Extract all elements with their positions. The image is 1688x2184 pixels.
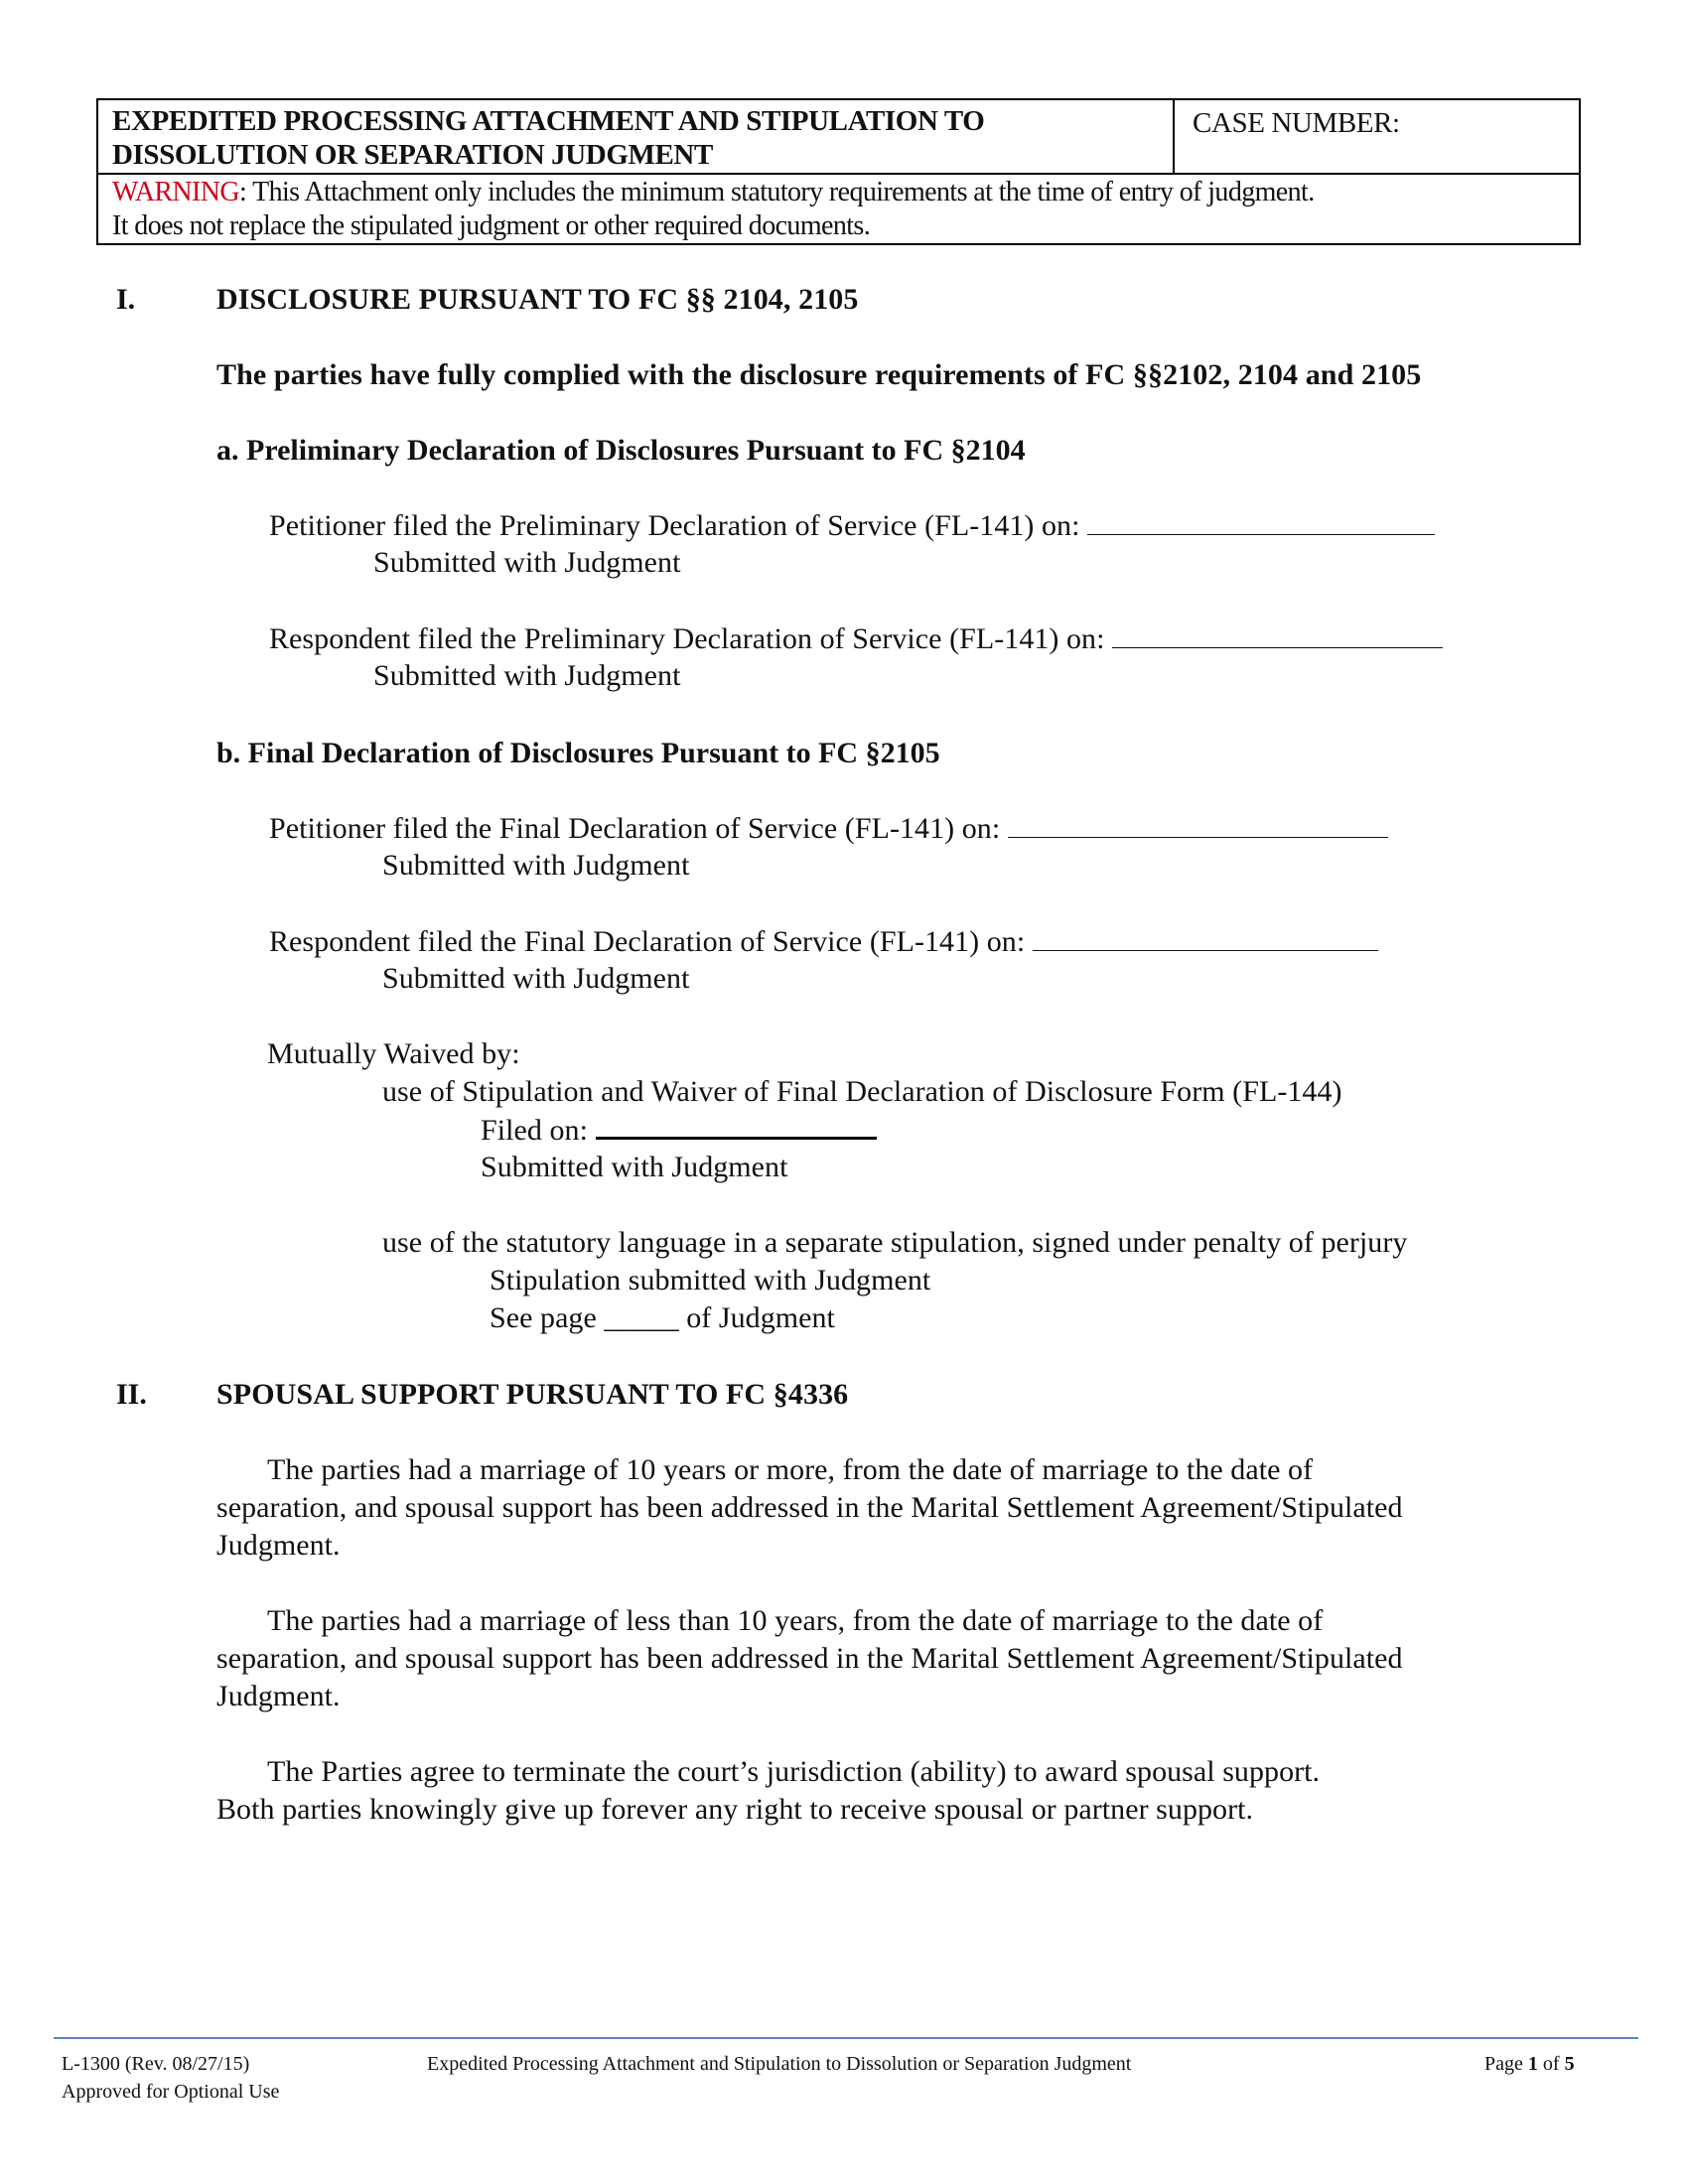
footer-title: Expedited Processing Attachment and Stipulation to Dissolution or Separation Judgment: [427, 2053, 1132, 2075]
header-divider-vertical: [1173, 100, 1175, 173]
waiver-submitted: Submitted with Judgment: [481, 1151, 788, 1183]
final-petitioner-submitted: Submitted with Judgment: [382, 849, 690, 882]
warning-text-line1: : This Attachment only includes the minimum statutory requirements at the time of entry of judgment.: [239, 177, 1315, 207]
support-p3-line2: Both parties knowingly give up forever any right to receive spousal or partner support.: [216, 1793, 1254, 1826]
page-current: 1: [1527, 2053, 1538, 2075]
form-title-line1: EXPEDITED PROCESSING ATTACHMENT AND STIPULATION TO: [112, 105, 985, 137]
mutually-waived-label: Mutually Waived by:: [267, 1037, 520, 1070]
preliminary-petitioner-submitted: Submitted with Judgment: [373, 546, 681, 579]
support-p2-line3: Judgment.: [216, 1680, 341, 1712]
waiver-filed-on-line: [481, 1113, 877, 1148]
stipulation-submitted: Stipulation submitted with Judgment: [490, 1264, 931, 1297]
final-petitioner-date-blank[interactable]: [1008, 813, 1388, 838]
preliminary-petitioner-line: [269, 509, 1435, 543]
support-p1-line3: Judgment.: [216, 1529, 341, 1562]
support-p1-line2: separation, and spousal support has been addressed in the Marital Settlement Agreement/Stipulated: [216, 1491, 1403, 1524]
support-p2-line1: The parties had a marriage of less than 10 years, from the date of marriage to the date of: [267, 1604, 1324, 1637]
section2-title: SPOUSAL SUPPORT PURSUANT TO FC §4336: [216, 1378, 849, 1411]
see-page-blank[interactable]: _____: [604, 1301, 679, 1334]
final-petitioner-text: Petitioner filed the Final Declaration of Service (FL-141) on:: [269, 812, 1001, 845]
final-respondent-submitted: Submitted with Judgment: [382, 962, 690, 995]
subsection-b-title: b. Final Declaration of Disclosures Pursuant to FC §2105: [216, 737, 940, 769]
final-petitioner-line: [269, 812, 1388, 846]
preliminary-respondent-text: Respondent filed the Preliminary Declaration of Service (FL-141) on:: [269, 622, 1105, 655]
support-p2-line2: separation, and spousal support has been addressed in the Marital Settlement Agreement/Stipulated: [216, 1642, 1403, 1675]
support-p1-line1: The parties had a marriage of 10 years or more, from the date of marriage to the date of: [267, 1453, 1314, 1486]
final-respondent-text: Respondent filed the Final Declaration of Service (FL-141) on:: [269, 925, 1026, 958]
header-box: [96, 98, 1581, 245]
support-p3-line1: The Parties agree to terminate the court’s jurisdiction (ability) to award spousal support.: [267, 1755, 1321, 1788]
preliminary-petitioner-date-blank[interactable]: [1087, 510, 1435, 535]
waiver-filed-on-label: Filed on:: [481, 1114, 588, 1147]
footer-approved: Approved for Optional Use: [62, 2081, 280, 2103]
footer-rule: [54, 2037, 1638, 2039]
preliminary-respondent-line: [269, 622, 1443, 656]
footer-page-number: [1484, 2053, 1575, 2076]
waiver-option2: use of the statutory language in a separate stipulation, signed under penalty of perjury: [382, 1226, 1408, 1259]
case-number-label: CASE NUMBER:: [1193, 107, 1400, 139]
header-divider-horizontal: [98, 173, 1579, 175]
form-title-line2: DISSOLUTION OR SEPARATION JUDGMENT: [112, 139, 713, 171]
page-total: 5: [1564, 2053, 1575, 2075]
warning-line1: [112, 177, 1315, 208]
warning-text-line2: It does not replace the stipulated judgment or other required documents.: [112, 210, 871, 241]
waiver-option1: use of Stipulation and Waiver of Final Declaration of Disclosure Form (FL-144): [382, 1075, 1342, 1108]
preliminary-respondent-submitted: Submitted with Judgment: [373, 659, 681, 692]
warning-label: WARNING: [112, 177, 240, 207]
subsection-a-title: a. Preliminary Declaration of Disclosures Pursuant to FC §2104: [216, 434, 1026, 467]
footer-form-id: L-1300 (Rev. 08/27/15): [62, 2053, 250, 2075]
section1-title: DISCLOSURE PURSUANT TO FC §§ 2104, 2105: [216, 283, 859, 316]
see-page-line: [490, 1301, 835, 1335]
final-respondent-date-blank[interactable]: [1033, 926, 1378, 951]
preliminary-petitioner-text: Petitioner filed the Preliminary Declaration of Service (FL-141) on:: [269, 509, 1080, 542]
page-prefix: Page: [1484, 2053, 1528, 2075]
section2-number: II.: [116, 1378, 147, 1411]
preliminary-respondent-date-blank[interactable]: [1112, 623, 1443, 648]
final-respondent-line: [269, 925, 1378, 959]
see-page-label: See page: [490, 1301, 597, 1334]
page-mid: of: [1537, 2053, 1565, 2075]
waiver-filed-on-blank[interactable]: [596, 1113, 877, 1140]
of-judgment-label: of Judgment: [686, 1301, 835, 1334]
section1-compliance: The parties have fully complied with the disclosure requirements of FC §§2102, 2104 and 2105: [216, 358, 1422, 391]
section1-number: I.: [116, 283, 136, 316]
